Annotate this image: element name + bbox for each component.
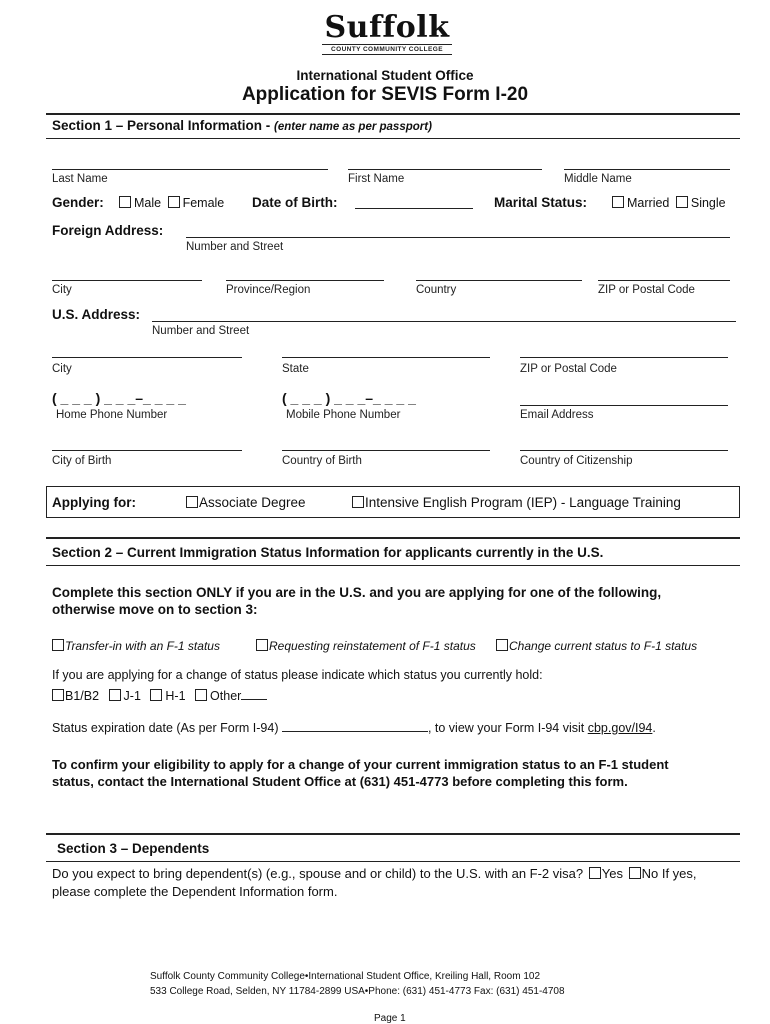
associate-degree-checkbox[interactable] — [186, 496, 198, 508]
us-state-label: State — [282, 363, 309, 375]
footer-line1: Suffolk County Community College•International Student Office, Kreiling Hall, Room 102 — [150, 971, 540, 982]
female-checkbox[interactable] — [168, 196, 180, 208]
section1-top-rule — [46, 113, 740, 115]
section2-top-rule — [46, 537, 740, 539]
country-of-citizenship-field[interactable] — [520, 450, 728, 451]
reinstatement-label: Requesting reinstatement of F-1 status — [269, 639, 476, 653]
dependents-yes-checkbox[interactable] — [589, 867, 601, 879]
foreign-zip-field[interactable] — [598, 280, 730, 281]
confirm-line1: To confirm your eligibility to apply for a change of your current immigration status to an F-1 student — [52, 757, 669, 772]
iep-label: Intensive English Program (IEP) - Language Training — [365, 495, 681, 510]
married-checkbox[interactable] — [612, 196, 624, 208]
period: . — [652, 721, 656, 735]
other-field[interactable] — [241, 689, 267, 700]
country-of-birth-label: Country of Birth — [282, 455, 362, 467]
dependents-no-checkbox[interactable] — [629, 867, 641, 879]
city-of-birth-label: City of Birth — [52, 455, 112, 467]
marital-status-label: Marital Status: — [494, 195, 588, 210]
change-status-checkbox[interactable] — [496, 639, 508, 651]
h1-checkbox[interactable] — [150, 689, 162, 701]
first-name-field[interactable] — [348, 169, 542, 170]
country-of-citizenship-label: Country of Citizenship — [520, 455, 633, 467]
last-name-field[interactable] — [52, 169, 328, 170]
last-name-label: Last Name — [52, 173, 108, 185]
applying-for-label: Applying for: — [52, 495, 136, 510]
dependents-no-label: No — [641, 866, 659, 881]
home-phone-label: Home Phone Number — [56, 409, 168, 421]
us-zip-label: ZIP or Postal Code — [520, 363, 617, 375]
single-checkbox[interactable] — [676, 196, 688, 208]
foreign-city-field[interactable] — [52, 280, 202, 281]
college-logo-subtitle: COUNTY COMMUNITY COLLEGE — [322, 44, 452, 55]
country-of-birth-field[interactable] — [282, 450, 490, 451]
section1-bottom-rule — [46, 138, 740, 139]
foreign-province-label: Province/Region — [226, 284, 311, 296]
b1b2-checkbox[interactable] — [52, 689, 64, 701]
if-yes-text: If yes, — [661, 866, 697, 881]
us-address-label: U.S. Address: — [52, 307, 141, 322]
dependents-question: Do you expect to bring dependent(s) (e.g., spouse and or child) to the U.S. with an F-2 visa? — [52, 866, 584, 881]
foreign-street-field[interactable] — [186, 237, 730, 238]
office-name: International Student Office — [296, 68, 474, 83]
gender-label: Gender: — [52, 195, 104, 210]
footer-line2: 533 College Road, Selden, NY 11784-2899 USA•Phone: (631) 451-4773 Fax: (631) 451-4708 — [150, 986, 565, 997]
h1-label: H-1 — [165, 689, 186, 703]
us-zip-field[interactable] — [520, 357, 728, 358]
dependents-instruction: please complete the Dependent Information form. — [52, 884, 338, 899]
city-of-birth-field[interactable] — [52, 450, 242, 451]
dependents-yes-label: Yes — [601, 866, 623, 881]
transfer-in-label: Transfer-in with an F-1 status — [65, 639, 220, 653]
home-phone-field[interactable]: ( _ _ _ ) _ _ _–_ _ _ _ — [52, 390, 186, 406]
section2-title: Section 2 – Current Immigration Status Information for applicants currently in the U.S. — [52, 545, 604, 560]
other-checkbox[interactable] — [195, 689, 207, 701]
change-status-label: Change current status to F-1 status — [509, 639, 698, 653]
foreign-address-label: Foreign Address: — [52, 223, 164, 238]
male-label: Male — [134, 196, 162, 210]
female-label: Female — [182, 196, 225, 210]
iep-checkbox[interactable] — [352, 496, 364, 508]
college-logo: Suffolk — [324, 10, 450, 45]
section2-instruction-line2: otherwise move on to section 3: — [52, 602, 258, 617]
single-label: Single — [690, 196, 726, 210]
dob-field[interactable] — [355, 208, 473, 209]
foreign-country-label: Country — [416, 284, 457, 296]
expiration-date-field[interactable] — [282, 721, 428, 732]
middle-name-field[interactable] — [564, 169, 730, 170]
page-number: Page 1 — [374, 1013, 406, 1024]
mobile-phone-label: Mobile Phone Number — [286, 409, 401, 421]
married-label: Married — [627, 196, 670, 210]
us-street-label: Number and Street — [152, 325, 250, 337]
email-field[interactable] — [520, 405, 728, 406]
us-state-field[interactable] — [282, 357, 490, 358]
foreign-country-field[interactable] — [416, 280, 582, 281]
reinstatement-checkbox[interactable] — [256, 639, 268, 651]
form-title: Application for SEVIS Form I-20 — [241, 84, 529, 105]
first-name-label: First Name — [348, 173, 405, 185]
b1b2-label: B1/B2 — [65, 689, 100, 703]
j1-label: J-1 — [123, 689, 141, 703]
middle-name-label: Middle Name — [564, 173, 632, 185]
foreign-street-label: Number and Street — [186, 241, 284, 253]
section3-bottom-rule — [46, 861, 740, 862]
section3-title: Section 3 – Dependents — [57, 841, 210, 856]
other-label: Other — [210, 689, 242, 703]
j1-checkbox[interactable] — [109, 689, 121, 701]
us-city-field[interactable] — [52, 357, 242, 358]
confirm-line2: status, contact the International Student Office at (631) 451-4773 before completing this form. — [52, 774, 628, 789]
section2-bottom-rule — [46, 565, 740, 566]
section3-top-rule — [46, 833, 740, 835]
foreign-city-label: City — [52, 284, 72, 296]
transfer-in-checkbox[interactable] — [52, 639, 64, 651]
foreign-province-field[interactable] — [226, 280, 384, 281]
expiration-label: Status expiration date (As per Form I-94) — [52, 721, 279, 735]
us-street-field[interactable] — [152, 321, 736, 322]
male-checkbox[interactable] — [119, 196, 131, 208]
change-status-prompt: If you are applying for a change of status please indicate which status you currently hold: — [52, 668, 543, 682]
us-city-label: City — [52, 363, 72, 375]
dob-label: Date of Birth: — [252, 195, 338, 210]
section2-instruction-line1: Complete this section ONLY if you are in the U.S. and you are applying for one of the following, — [52, 585, 662, 600]
associate-degree-label: Associate Degree — [199, 495, 306, 510]
mobile-phone-field[interactable]: ( _ _ _ ) _ _ _–_ _ _ _ — [282, 390, 416, 406]
foreign-zip-label: ZIP or Postal Code — [598, 284, 695, 296]
i94-link[interactable]: cbp.gov/I94 — [587, 721, 653, 735]
view-i94-text: , to view your Form I-94 visit — [427, 721, 588, 735]
section1-title: Section 1 – Personal Information - (enter name as per passport) — [52, 118, 432, 133]
email-label: Email Address — [520, 409, 594, 421]
